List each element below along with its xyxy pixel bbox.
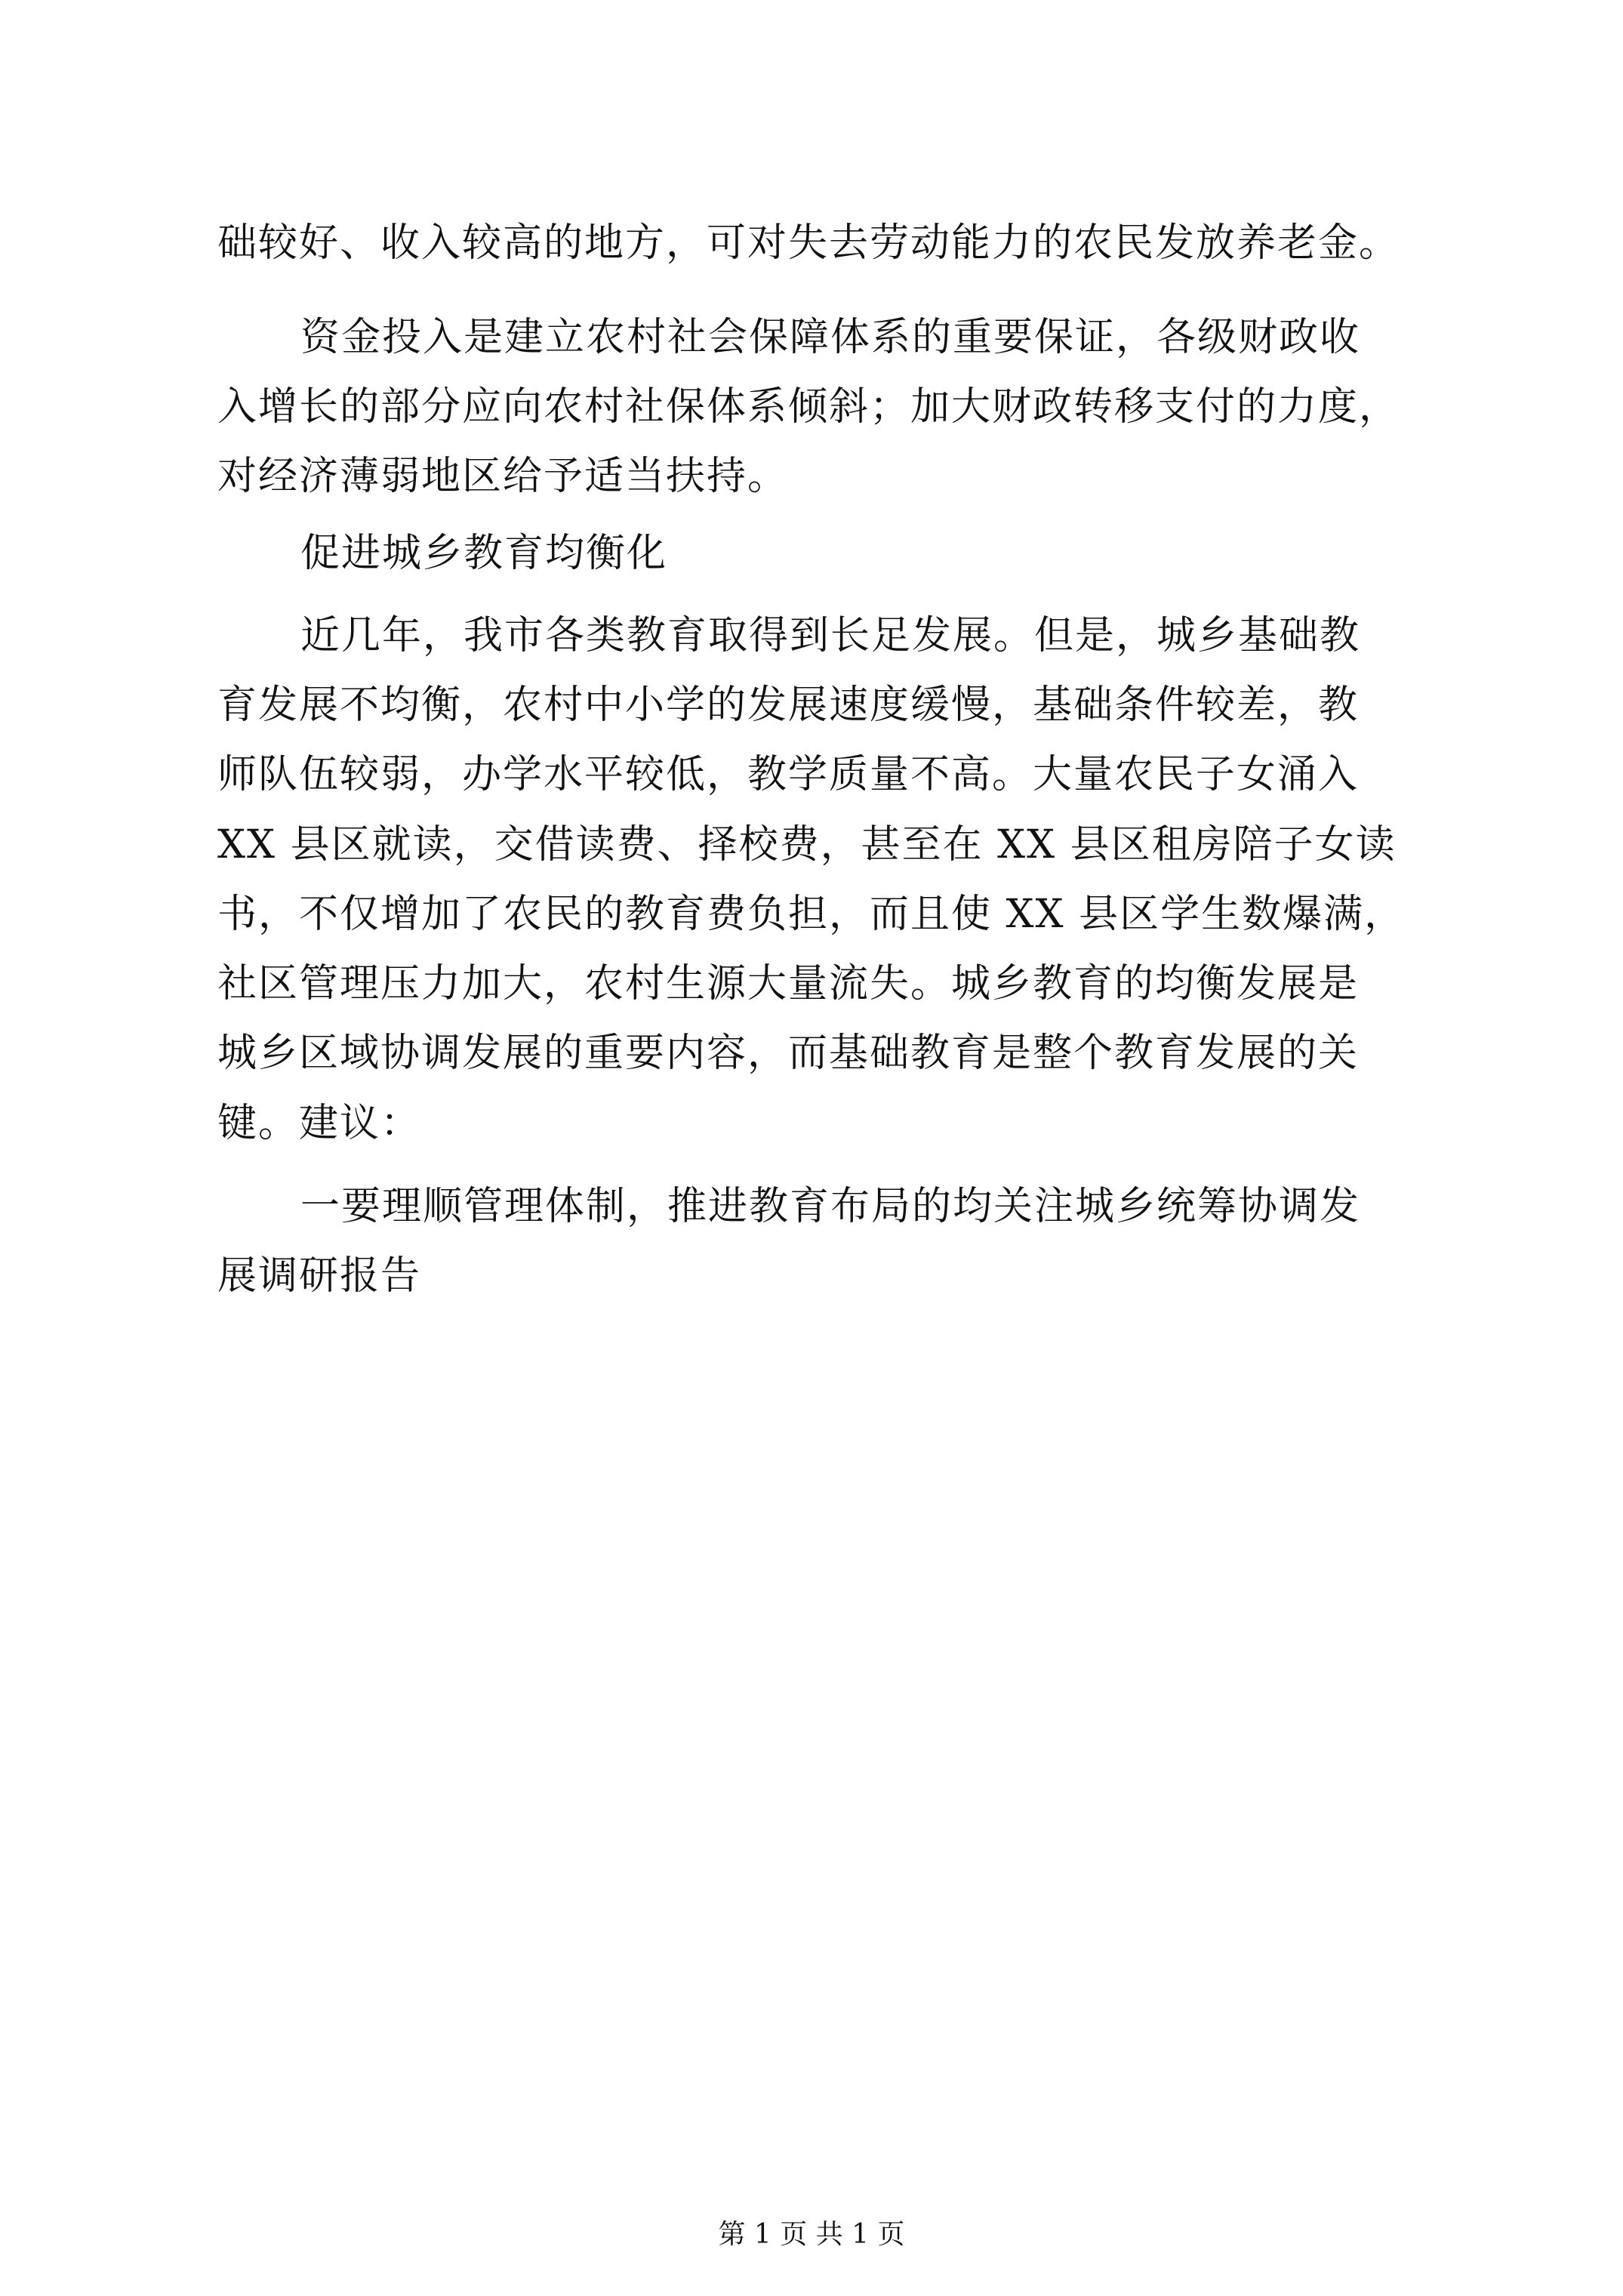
page-number-footer: 第 1 页 共 1 页 [718,2219,905,2250]
paragraph-3-line-1: 一要理顺管理体制，推进教育布局的均关注城乡统筹协调发 [300,1184,1361,1229]
paragraph-3-line-2: 展调研报告 [217,1253,422,1299]
paragraph-1-line-1: 资金投入是建立农村社会保障体系的重要保证，各级财政收 [300,315,1361,360]
paragraph-1-line-2: 入增长的部分应向农村社保体系倾斜；加大财政转移支付的力度， [217,384,1400,430]
paragraph-2-line-5: 书，不仅增加了农民的教育费负担，而且使 XX 县区学生数爆满， [217,892,1406,937]
paragraph-1-line-3: 对经济薄弱地区给予适当扶持。 [217,454,789,499]
paragraph-2-line-4: XX 县区就读，交借读费、择校费，甚至在 XX 县区租房陪子女读 [217,822,1397,868]
text-line-1: 础较好、收入较高的地方，可对失去劳动能力的农民发放养老金。 [217,220,1400,266]
paragraph-2-line-8: 键。建议： [217,1101,422,1146]
section-heading: 促进城乡教育均衡化 [300,531,668,576]
paragraph-2-line-6: 社区管理压力加大，农村生源大量流失。城乡教育的均衡发展是 [217,961,1360,1006]
paragraph-2-line-3: 师队伍较弱，办学水平较低，教学质量不高。大量农民子女涌入 [217,752,1360,797]
paragraph-2-line-7: 城乡区域协调发展的重要内容，而基础教育是整个教育发展的关 [217,1031,1360,1076]
paragraph-2-line-2: 育发展不均衡，农村中小学的发展速度缓慢，基础条件较差，教 [217,683,1360,728]
paragraph-2-line-1: 近几年，我市各类教育取得到长足发展。但是，城乡基础教 [300,613,1361,658]
